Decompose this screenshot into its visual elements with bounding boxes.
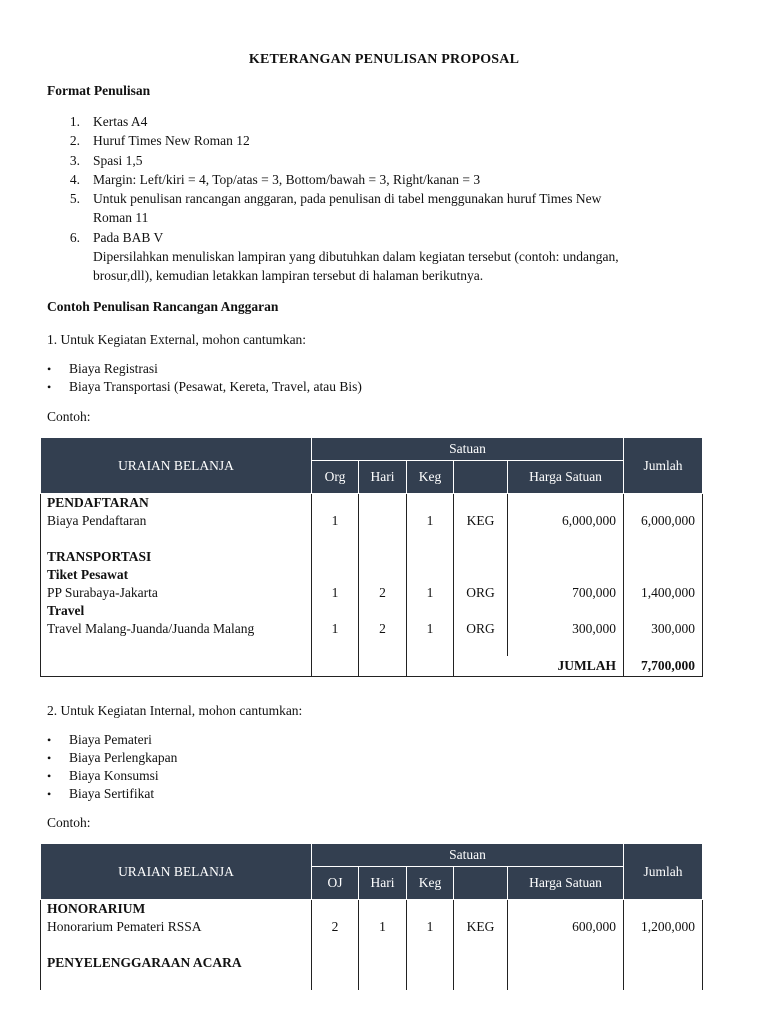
- cell-harga-satuan: [508, 548, 624, 566]
- header-col-unit: [454, 867, 508, 900]
- total-row: [41, 656, 703, 677]
- cell-qty-2: [359, 936, 407, 954]
- cell-uraian: Travel: [41, 602, 312, 620]
- cell-qty-1: 2: [312, 918, 359, 936]
- cell-unit: [454, 494, 508, 513]
- cell-jumlah: [624, 548, 703, 566]
- cell-jumlah: [624, 530, 703, 548]
- header-col-unit: [454, 461, 508, 494]
- header-col-hari: Hari: [359, 461, 407, 494]
- cell-harga-satuan: 6,000,000: [508, 512, 624, 530]
- cell-jumlah: 300,000: [624, 620, 703, 638]
- bullet-icon: •: [47, 733, 52, 747]
- cell-qty-1: [312, 530, 359, 548]
- cell-unit: [454, 972, 508, 990]
- cell-qty-1: [312, 936, 359, 954]
- format-heading: Format Penulisan: [47, 83, 151, 98]
- cell-qty-2: 2: [359, 584, 407, 602]
- cell-qty-1: [312, 494, 359, 513]
- cell-qty-1: [312, 548, 359, 566]
- cell-qty-3: [407, 494, 454, 513]
- cell-uraian: [41, 638, 312, 656]
- cell-qty-1: 1: [312, 512, 359, 530]
- cell-jumlah: [624, 900, 703, 919]
- cell-qty-1: [312, 954, 359, 972]
- cell-qty-2: 2: [359, 620, 407, 638]
- table-row: [41, 494, 703, 513]
- cell-qty-3: [407, 638, 454, 656]
- cell-qty-1: [312, 900, 359, 919]
- cell-uraian: [41, 972, 312, 990]
- contoh-heading: Contoh Penulisan Rancangan Anggaran: [47, 299, 279, 314]
- header-col-oj: OJ: [312, 867, 359, 900]
- cell-unit: [454, 530, 508, 548]
- cell-harga-satuan: [508, 972, 624, 990]
- cell-qty-3: 1: [407, 584, 454, 602]
- cell-uraian: [41, 936, 312, 954]
- header-uraian: URAIAN BELANJA: [41, 438, 312, 494]
- cell-uraian: Biaya Pendaftaran: [41, 512, 312, 530]
- header-satuan: Satuan: [312, 844, 624, 867]
- cell-jumlah: [624, 638, 703, 656]
- contoh-label: Contoh:: [47, 409, 91, 424]
- table-row: [41, 566, 703, 584]
- cell-qty-2: [359, 954, 407, 972]
- table-row: [41, 512, 703, 530]
- internal-intro: 2. Untuk Kegiatan Internal, mohon cantumkan:: [47, 703, 303, 718]
- cell-unit: [454, 954, 508, 972]
- bullet-icon: •: [47, 751, 52, 765]
- cell-harga-satuan: [508, 494, 624, 513]
- cell-qty-2: [359, 494, 407, 513]
- cell-qty-1: [312, 638, 359, 656]
- table-row: [41, 900, 703, 919]
- table-row: [41, 918, 703, 936]
- cell-uraian: PP Surabaya-Jakarta: [41, 584, 312, 602]
- cell-harga-satuan: [508, 936, 624, 954]
- cell-qty-1: [312, 602, 359, 620]
- cell-jumlah: [624, 494, 703, 513]
- cell-qty-2: 1: [359, 918, 407, 936]
- cell-qty-2: [359, 548, 407, 566]
- header-harga-satuan: Harga Satuan: [508, 867, 624, 900]
- table-row: [41, 602, 703, 620]
- cell-uraian: [41, 530, 312, 548]
- cell-unit: [454, 548, 508, 566]
- cell-uraian: Travel Malang-Juanda/Juanda Malang: [41, 620, 312, 638]
- cell-qty-3: [407, 530, 454, 548]
- cell-qty-1: 1: [312, 620, 359, 638]
- external-intro: 1. Untuk Kegiatan External, mohon cantumkan:: [47, 332, 307, 347]
- cell-unit: KEG: [454, 918, 508, 936]
- cell-unit: [454, 900, 508, 919]
- cell-harga-satuan: [508, 954, 624, 972]
- table-row: [41, 638, 703, 656]
- cell-qty-1: [312, 566, 359, 584]
- header-col-org: Org: [312, 461, 359, 494]
- cell-uraian: PENDAFTARAN: [41, 494, 312, 513]
- document-title: KETERANGAN PENULISAN PROPOSAL: [248, 52, 520, 67]
- table-row: [41, 584, 703, 602]
- contoh-label: Contoh:: [47, 815, 91, 830]
- table-row: [41, 530, 703, 548]
- cell-harga-satuan: [508, 530, 624, 548]
- cell-qty-3: [407, 548, 454, 566]
- cell-qty-3: 1: [407, 918, 454, 936]
- header-col-keg: Keg: [407, 461, 454, 494]
- cell-uraian: Tiket Pesawat: [41, 566, 312, 584]
- cell-harga-satuan: [508, 566, 624, 584]
- total-label: JUMLAH: [508, 656, 624, 677]
- header-jumlah: Jumlah: [624, 438, 703, 494]
- cell-unit: ORG: [454, 620, 508, 638]
- cell-jumlah: 6,000,000: [624, 512, 703, 530]
- cell-jumlah: 1,400,000: [624, 584, 703, 602]
- cell-qty-3: 1: [407, 512, 454, 530]
- cell-harga-satuan: 700,000: [508, 584, 624, 602]
- cell-unit: ORG: [454, 584, 508, 602]
- cell-harga-satuan: [508, 602, 624, 620]
- cell-uraian: HONORARIUM: [41, 900, 312, 919]
- table-row: [41, 620, 703, 638]
- cell-harga-satuan: 300,000: [508, 620, 624, 638]
- cell-qty-3: [407, 936, 454, 954]
- cell-qty-2: [359, 638, 407, 656]
- cell-qty-2: [359, 900, 407, 919]
- cell-qty-2: [359, 602, 407, 620]
- budget-table-external: [40, 437, 703, 677]
- cell-unit: [454, 638, 508, 656]
- header-jumlah: Jumlah: [624, 844, 703, 900]
- cell-jumlah: [624, 972, 703, 990]
- document-page: KETERANGAN PENULISAN PROPOSAL Format Penulisan 1. Kertas A4 2. Huruf Times New Roman 12 3. Spasi 1,5 4. Margin: Left/kiri = 4, Top/atas = 3, Bottom/bawah = 3, Right/kanan = 3 5. Untuk penulisan rancangan anggaran, pada penulisan di tabel menggunakan huruf Times New Roman 11 6. Pada BAB V Dipersilahkan menuliskan lampiran yang dibutuhkan dalam kegiatan tersebut (contoh: undangan, brosur,dll), kemudian letakkan lampiran tersebut di halaman berikutnya. Contoh Penulisan Rancangan Anggaran 1. Untuk Kegiatan External, mohon cantumkan: • Biaya Registrasi • Biaya Transportasi (Pesawat, Kereta, Travel, atau Bis) Contoh: URAIAN BELANJA Satuan Jumlah Org Hari Keg Harga Satuan PENDAFTARAN Biaya Pendaftaran 1 1 KEG 6,000,000 6,000,000 TRANSPORTASI Tiket Pesawat PP Surabaya-Jakarta 1 2 1 ORG 700,000 1,400,000 Travel Travel Malang-Juanda/Juanda Malang 1 2 1 ORG 300,000 300,000 JUMLAH 7,700,000 2. Untuk Kegiatan Internal, mohon cantumkan: • Biaya Pemateri • Biaya Perlengkapan • Biaya Konsumsi • Biaya Sertifikat Contoh: URAIAN BELANJA Satuan Jumlah OJ Hari Keg Harga Satuan HONORARIUM Honorarium Pemateri RSSA 2 1 1 KEG 600,000 1,200,000 PENYELENGGARAAN ACARA: [0, 0, 768, 1024]
- header-col-hari: Hari: [359, 867, 407, 900]
- total-value: 7,700,000: [624, 656, 703, 677]
- cell-qty-3: 1: [407, 620, 454, 638]
- cell-qty-3: [407, 566, 454, 584]
- bullet-icon: •: [47, 787, 52, 801]
- cell-harga-satuan: [508, 900, 624, 919]
- cell-qty-2: [359, 512, 407, 530]
- header-harga-satuan: Harga Satuan: [508, 461, 624, 494]
- cell-qty-2: [359, 566, 407, 584]
- bullet-icon: •: [47, 380, 52, 394]
- cell-uraian: PENYELENGGARAAN ACARA: [41, 954, 312, 972]
- budget-table-internal: [40, 843, 703, 990]
- cell-unit: KEG: [454, 512, 508, 530]
- cell-harga-satuan: 600,000: [508, 918, 624, 936]
- bullet-icon: •: [47, 769, 52, 783]
- cell-qty-2: [359, 972, 407, 990]
- table-row: [41, 936, 703, 954]
- header-col-keg: Keg: [407, 867, 454, 900]
- cell-qty-1: [312, 972, 359, 990]
- cell-uraian: TRANSPORTASI: [41, 548, 312, 566]
- cell-unit: [454, 602, 508, 620]
- header-satuan: Satuan: [312, 438, 624, 461]
- cell-unit: [454, 936, 508, 954]
- cell-qty-3: [407, 972, 454, 990]
- cell-jumlah: [624, 566, 703, 584]
- cell-jumlah: [624, 954, 703, 972]
- cell-qty-1: 1: [312, 584, 359, 602]
- cell-jumlah: [624, 936, 703, 954]
- cell-qty-2: [359, 530, 407, 548]
- cell-jumlah: 1,200,000: [624, 918, 703, 936]
- cell-harga-satuan: [508, 638, 624, 656]
- cell-uraian: Honorarium Pemateri RSSA: [41, 918, 312, 936]
- cell-jumlah: [624, 602, 703, 620]
- cell-qty-3: [407, 900, 454, 919]
- table-row: [41, 972, 703, 990]
- cell-qty-3: [407, 602, 454, 620]
- cell-qty-3: [407, 954, 454, 972]
- cell-unit: [454, 566, 508, 584]
- table-row: [41, 548, 703, 566]
- bullet-icon: •: [47, 362, 52, 376]
- table-row: [41, 954, 703, 972]
- header-uraian: URAIAN BELANJA: [41, 844, 312, 900]
